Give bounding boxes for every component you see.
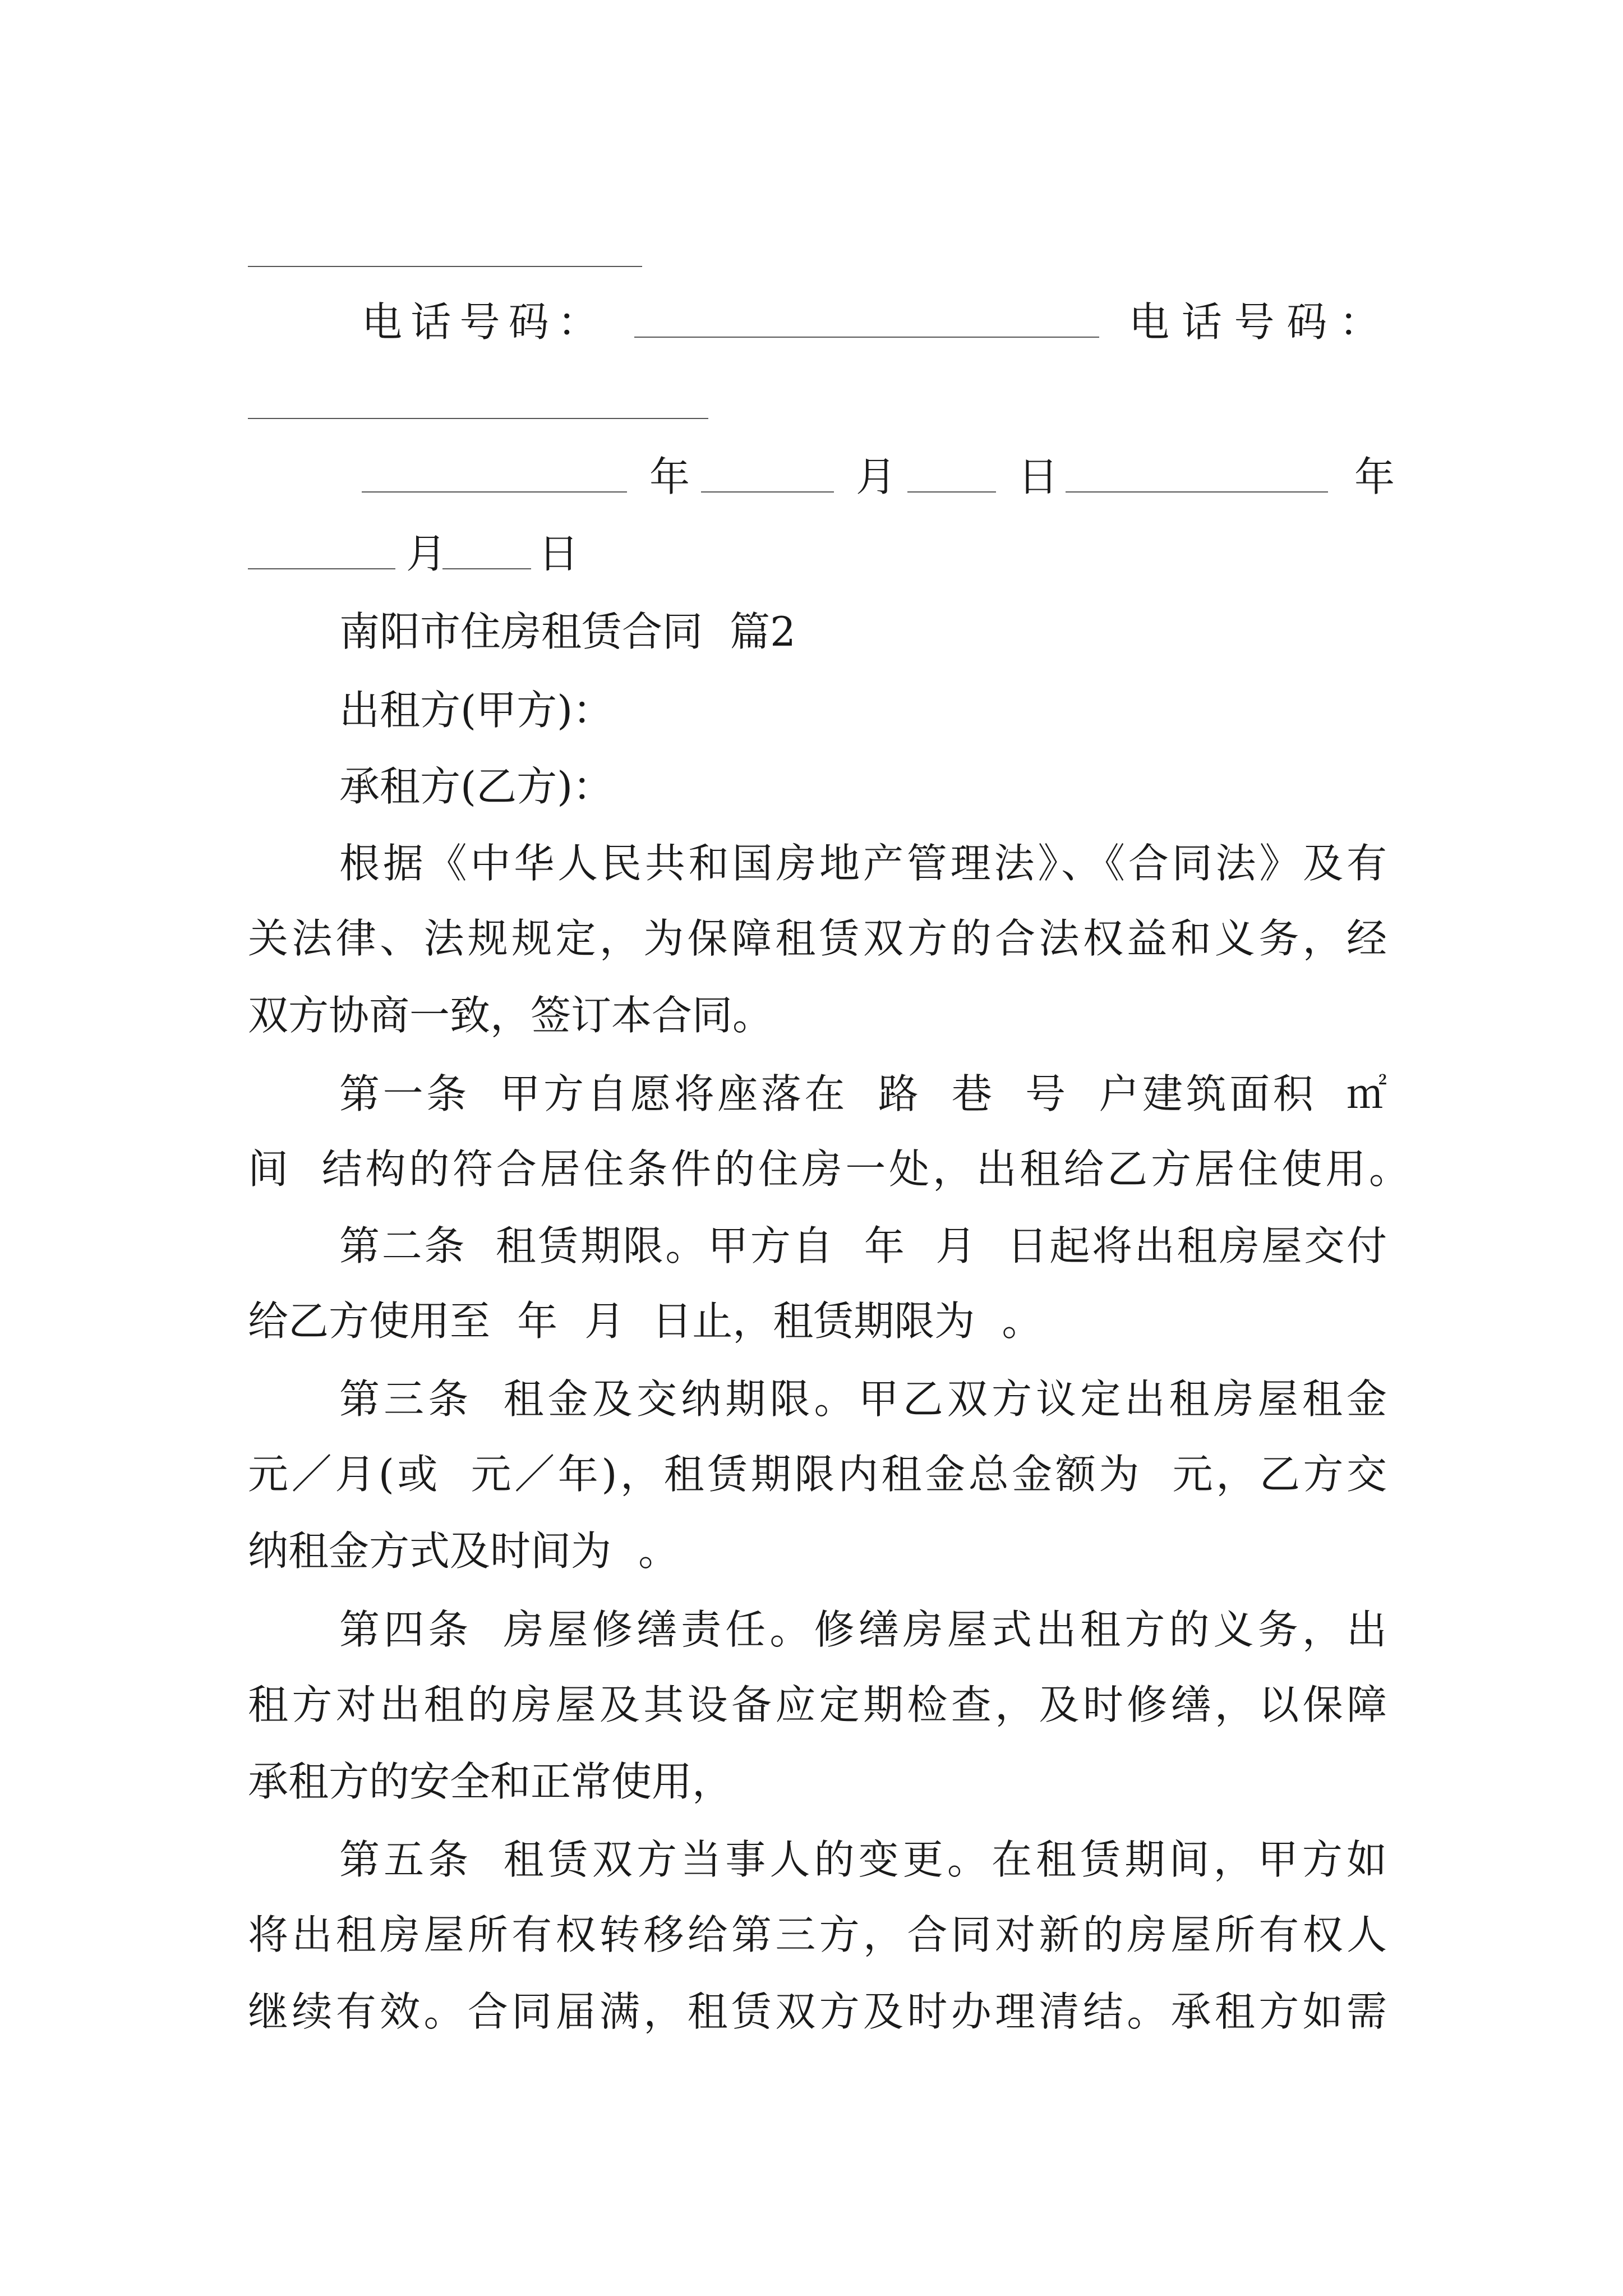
paragraph-line: 元／月(或 元／年)，租赁期限内租金总金额为 元，乙方交	[248, 1451, 1387, 1498]
party-b-year-label: 年	[1354, 453, 1395, 500]
party-a-month-blank	[701, 491, 834, 493]
paragraph-line: 第三条 租金及交纳期限。甲乙双方议定出租房屋租金	[339, 1375, 1387, 1423]
paragraph-line: 关法律、法规规定，为保障租赁双方的合法权益和义务，经	[248, 915, 1387, 962]
party-a-day-label: 日	[1018, 453, 1059, 500]
paragraph-line: 第一条 甲方自愿将座落在 路 巷 号 户建筑面积 ㎡	[339, 1070, 1387, 1117]
paragraph-line: 第四条 房屋修缮责任。修缮房屋式出租方的义务，出	[339, 1606, 1387, 1653]
paragraph-line: 双方协商一致，签订本合同。	[248, 992, 773, 1039]
party-b-phone-blank	[248, 418, 708, 419]
party-a-year-blank	[362, 491, 627, 493]
paragraph-line: 承租方的安全和正常使用，	[248, 1758, 733, 1805]
party-b-month-blank	[248, 568, 395, 569]
paragraph-line: 给乙方使用至 年 月 日止，租赁期限为 。	[248, 1297, 1043, 1345]
party-a-month-label: 月	[856, 453, 897, 500]
party-b-day-blank	[442, 568, 531, 569]
contract-title: 南阳市住房租赁合同 篇2	[339, 608, 796, 655]
party-b-day-label: 日	[538, 530, 579, 577]
paragraph-line: 间 结构的符合居住条件的住房一处，出租给乙方居住使用。	[248, 1145, 1409, 1193]
party-a-day-blank	[907, 491, 996, 493]
blank-underline	[248, 266, 642, 267]
party-a-phone-label: 电话号码：	[362, 298, 598, 346]
paragraph-line: 租方对出租的房屋及其设备应定期检查，及时修缮，以保障	[248, 1681, 1387, 1728]
paragraph-line: 第二条 租赁期限。甲方自 年 月 日起将出租房屋交付	[339, 1222, 1387, 1269]
paragraph-line: 纳租金方式及时间为 。	[248, 1527, 679, 1575]
paragraph-line: 第五条 租赁双方当事人的变更。在租赁期间，甲方如	[339, 1836, 1387, 1883]
paragraph-line: 继续有效。合同届满，租赁双方及时办理清结。承租方如需	[248, 1988, 1387, 2035]
lessor-line: 出租方(甲方)：	[339, 687, 614, 734]
paragraph-line: 根据《中华人民共和国房地产管理法》、《合同法》及有	[339, 840, 1387, 887]
party-b-year-blank	[1066, 491, 1328, 493]
party-a-phone-blank	[634, 337, 1099, 338]
party-a-year-label: 年	[649, 453, 690, 500]
lessee-line: 承租方(乙方)：	[339, 763, 614, 810]
party-b-phone-label: 电话号码：	[1129, 298, 1380, 346]
paragraph-line: 将出租房屋所有权转移给第三方，合同对新的房屋所有权人	[248, 1911, 1387, 1958]
party-b-month-label: 月	[406, 530, 447, 577]
